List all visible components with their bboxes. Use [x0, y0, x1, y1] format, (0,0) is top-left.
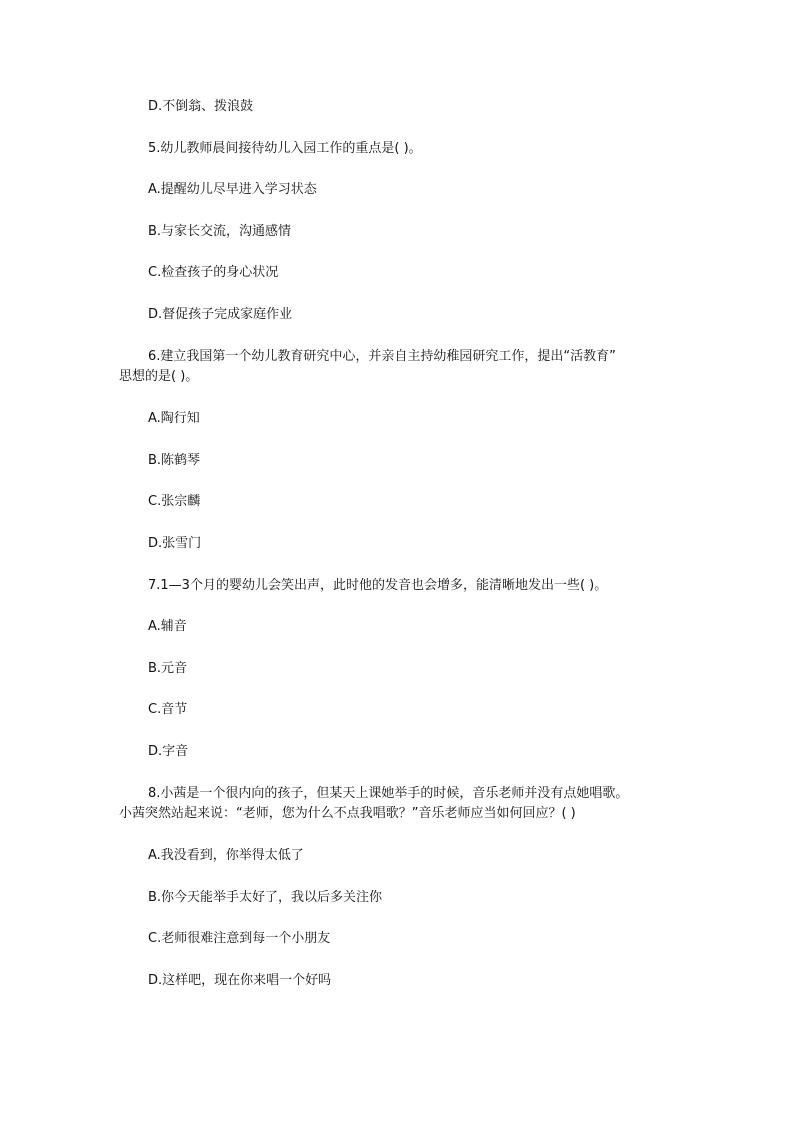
q5-stem: 5.幼儿教师晨间接待幼儿入园工作的重点是( )。 [148, 141, 422, 156]
q5-option-b: B.与家长交流，沟通感情 [148, 224, 292, 239]
q7-stem: 7.1—3个月的婴幼儿会笑出声，此时他的发音也会增多，能清晰地发出一些( )。 [148, 578, 608, 593]
q8-option-d: D.这样吧，现在你来唱一个好吗 [148, 973, 332, 988]
q6-option-c: C.张宗麟 [148, 494, 201, 509]
q5-option-c: C.检查孩子的身心状况 [148, 265, 279, 280]
q8-option-a: A.我没看到，你举得太低了 [148, 848, 304, 863]
q8-stem-line2: 小茜突然站起来说：“老师，您为什么不点我唱歌？”音乐老师应当如何回应？( ) [119, 806, 576, 821]
q6-option-a: A.陶行知 [148, 411, 200, 426]
q7-option-a: A.辅音 [148, 619, 187, 634]
q7-option-d: D.字音 [148, 744, 189, 759]
q7-option-c: C.音节 [148, 702, 188, 717]
q6-stem-line2: 思想的是( )。 [119, 369, 199, 384]
q5-option-a: A.提醒幼儿尽早进入学习状态 [148, 182, 317, 197]
q6-option-b: B.陈鹤琴 [148, 453, 201, 468]
q8-option-b: B.你今天能举手太好了，我以后多关注你 [148, 890, 383, 905]
q6-stem-line1: 6.建立我国第一个幼儿教育研究中心，并亲自主持幼稚园研究工作，提出“活教育” [148, 349, 616, 364]
q6-option-d: D.张雪门 [148, 536, 202, 551]
q7-option-b: B.元音 [148, 661, 188, 676]
q4-option-d: D.不倒翁、拨浪鼓 [148, 99, 254, 114]
q8-option-c: C.老师很难注意到每一个小朋友 [148, 931, 331, 946]
q5-option-d: D.督促孩子完成家庭作业 [148, 307, 293, 322]
q8-stem-line1: 8.小茜是一个很内向的孩子，但某天上课她举手的时候，音乐老师并没有点她唱歌。 [148, 786, 629, 801]
